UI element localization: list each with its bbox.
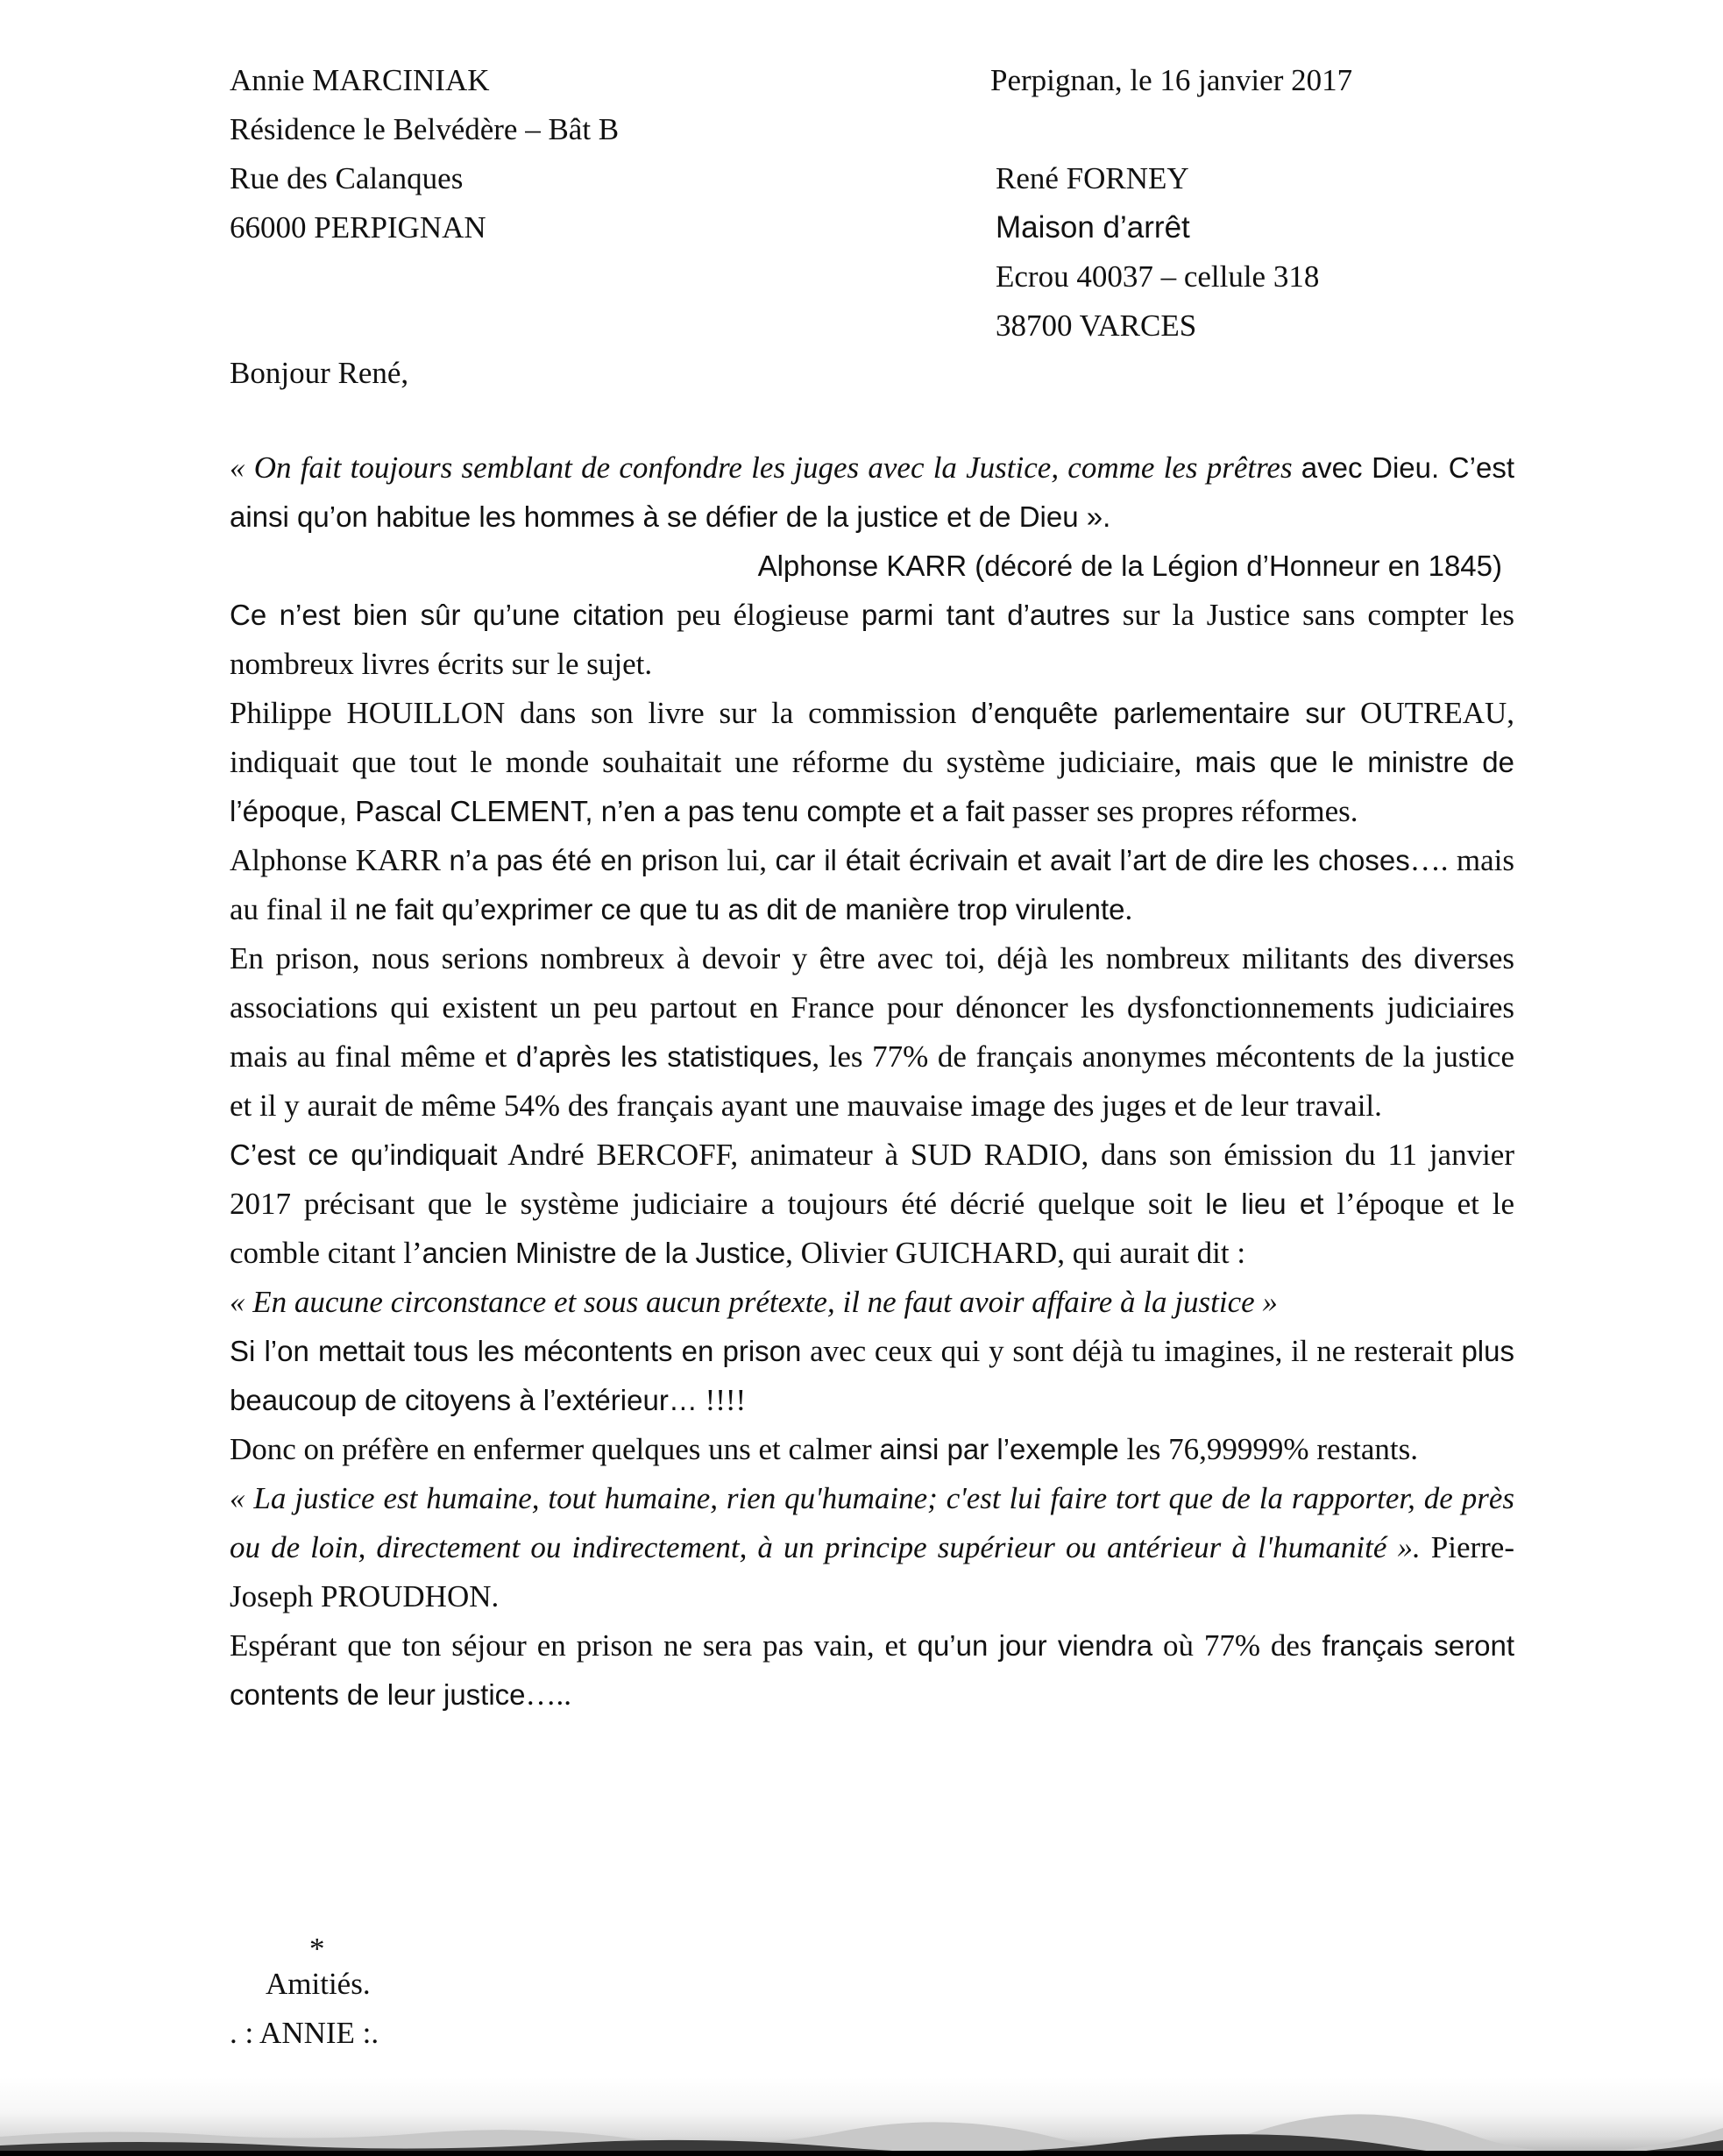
text-run: André BERCOFF, animateur à SUD RADIO, dans son émission du 11 janvier 2017 précisant que le système judiciaire a toujours été décrié quelque soit — [230, 1138, 1515, 1221]
paragraph-bercoff — [230, 1131, 1514, 1278]
text-run: d’après les statistiques — [515, 1040, 812, 1073]
paragraph-citation — [230, 591, 1514, 689]
recipient-address-block — [996, 154, 1319, 351]
text-run: C’est ce qu’indiquait — [230, 1138, 498, 1171]
text-run: ne fait qu’exprimer ce que tu as dit de manière trop virulente — [354, 893, 1125, 926]
sender-residence: Résidence le Belvédère – Bât B — [230, 112, 620, 146]
text-run: , Olivier GUICHARD, qui aurait dit : — [785, 1236, 1246, 1270]
quote-karr-line1: « On fait toujours semblant de confondre les juges avec la Justice, comme les prêtres — [230, 450, 1293, 485]
text-run: OUTREAU, indiquait que tout le monde souhaitait une réforme du système judiciaire, — [230, 696, 1514, 779]
text-run: Espérant que ton séjour en prison ne sera pas vain, et — [230, 1628, 918, 1663]
recipient-ecrou: Ecrou 40037 – cellule 318 — [996, 259, 1320, 294]
text-run: ….. — [525, 1677, 572, 1712]
text-run: Ce n’est bien sûr qu’une citation — [230, 599, 665, 631]
text-run: car il était écrivain et avait l’art de dire les choses — [775, 844, 1410, 876]
text-run: Donc on préfère en enfermer quelques uns et calmer — [230, 1432, 880, 1466]
quote-proudhon-attribution: Pierre-Joseph PROUDHON. — [230, 1530, 1514, 1613]
quote-karr-line2: avec Dieu. C’est ainsi qu’on habitue les hommes à se défier de la justice et de Dieu ». — [230, 451, 1514, 533]
text-run: d’enquête parlementaire sur — [971, 697, 1346, 729]
text-run: passer ses propres réformes. — [1004, 794, 1358, 828]
recipient-name: René FORNEY — [996, 161, 1189, 195]
text-run: Si l’on mettait tous les mécontents en prison — [230, 1335, 802, 1367]
text-run: , les 77% de français anonymes mécontents de la justice et il y aurait de même 54% des français ayant une mauvaise image des juges et de leur travail. — [230, 1039, 1514, 1123]
text-run: …. mais au final il — [230, 843, 1515, 926]
asterisk-separator: * — [309, 1932, 325, 1966]
text-run: qu’un jour viendra — [917, 1629, 1153, 1662]
sender-name: Annie MARCINIAK — [230, 63, 490, 97]
text-run: Alphonse KARR — [230, 843, 450, 877]
text-run: . — [1124, 892, 1133, 926]
text-run: n’a pas été en pris — [449, 844, 688, 876]
paragraph-donc — [230, 1425, 1514, 1474]
signature: . : ANNIE :. — [230, 2016, 379, 2050]
letter-body — [230, 443, 1514, 1720]
paragraph-houillon — [230, 689, 1514, 836]
text-run: sur la Justice sans compter les nombreux livres écrits sur le sujet. — [230, 598, 1514, 681]
text-run: ainsi par l’exemple — [879, 1433, 1119, 1465]
text-run: français seront contents de leur justice — [230, 1629, 1515, 1711]
quote-karr-attribution: Alphonse KARR (décoré de la Légion d’Honneur en 1845) — [757, 550, 1502, 582]
quote-proudhon-text: « La justice est humaine, tout humaine, rien qu'humaine; c'est lui faire tort que de la rapporter, de près ou de loin, directement ou indirectement, à un principe supérieur ou antérieur à l'humanité ». — [230, 1481, 1514, 1564]
text-run: Philippe HOUILLON dans son livre sur la commission — [230, 696, 972, 730]
recipient-institution: Maison d’arrêt — [996, 210, 1190, 245]
sender-street: Rue des Calanques — [230, 161, 464, 195]
text-run: l’époque et le comble citant l’ — [230, 1187, 1514, 1270]
paragraph-esperant — [230, 1621, 1514, 1720]
sender-city: 66000 PERPIGNAN — [230, 210, 486, 245]
recipient-city: 38700 VARCES — [996, 309, 1197, 343]
paragraph-mecontents — [230, 1327, 1514, 1425]
text-run: plus beaucoup de citoyens à l’extérieur… — [230, 1335, 1514, 1416]
text-run: parmi tant d’autres — [861, 599, 1110, 631]
text-run: avec ceux qui y sont déjà tu imagines, il ne resterait — [801, 1334, 1462, 1368]
text-run: le lieu et — [1205, 1188, 1324, 1220]
quote-guichard: « En aucune circonstance et sous aucun prétexte, il ne faut avoir affaire à la justice » — [230, 1285, 1278, 1319]
paragraph-prison — [230, 934, 1514, 1131]
text-run: ancien Ministre de la Justice — [422, 1237, 786, 1269]
place-date: Perpignan, le 16 janvier 2017 — [990, 63, 1353, 97]
text-run: En prison, nous serions nombreux à devoir y être avec toi, déjà les nombreux militants des diverses associations qui existent un peu partout en France pour dénoncer les dysfonctionnements judiciaires mais au final même et — [230, 941, 1514, 1074]
quote-proudhon — [230, 1474, 1514, 1621]
text-run: les 76,99999% restants. — [1118, 1432, 1418, 1466]
text-run: où 77% des — [1152, 1628, 1322, 1663]
text-run: mais que le ministre de l’époque, Pascal CLEMENT, n’en a pas tenu compte et a fait — [230, 746, 1514, 827]
text-run: !!!! — [697, 1383, 747, 1417]
sender-address-block — [230, 56, 619, 252]
text-run: peu élogieuse — [664, 598, 862, 632]
paragraph-karr — [230, 836, 1514, 934]
text-run: on lui, — [687, 843, 776, 877]
torn-paper-edge — [0, 2077, 1723, 2156]
closing-line: Amitiés. — [266, 1967, 371, 2001]
greeting: Bonjour René, — [230, 356, 409, 390]
quote-karr — [230, 443, 1514, 542]
